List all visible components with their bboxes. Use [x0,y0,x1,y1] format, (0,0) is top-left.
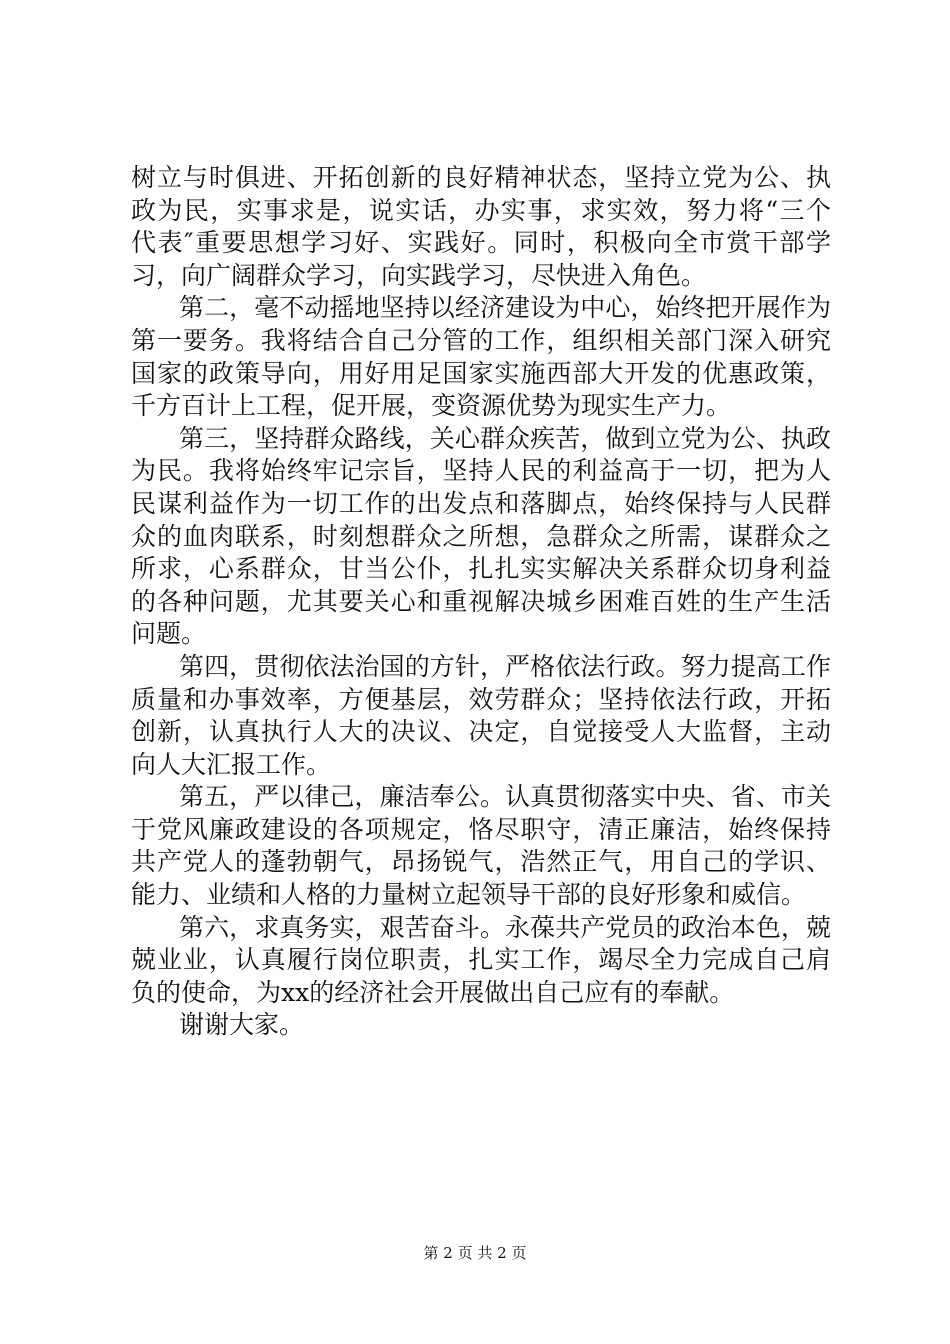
paragraph-fourth [131,651,831,781]
document-body [131,162,831,1042]
text-line: 习，向广阔群众学习，向实践学习，尽快进入角色。 [131,260,707,290]
paragraph-second [131,292,831,422]
paragraph-third [131,423,831,651]
paragraph-sixth [131,912,831,1010]
text-line: 千方百计上工程，促开展，变资源优势为现实生产力。 [131,391,732,421]
text-line: 负的使命，为xx的经济社会开展做出自己应有的奉献。 [131,977,735,1007]
text-line: 问题。 [131,619,207,649]
text-line: 第六，求真务实，艰苦奋斗。永葆共产党员的政治本色，兢 [179,912,831,942]
text-line: 共产党人的蓬勃朝气，昂扬锐气，浩然正气，用自己的学识、 [131,847,831,877]
text-line: 向人大汇报工作。 [131,749,332,779]
text-line: 谢谢大家。 [179,1010,305,1040]
text-line: 众的血肉联系，时刻想群众之所想，急群众之所需，谋群众之 [131,521,831,551]
text-line: 所求，心系群众，甘当公仆，扎扎实实解决关系群众切身利益 [131,554,831,584]
text-line: 第五，严以律己，廉洁奉公。认真贯彻落实中央、省、市关 [179,782,831,812]
text-line: 第一要务。我将结合自己分管的工作，组织相关部门深入研究 [131,325,831,355]
text-line: 代表″重要思想学习好、实践好。同时，积极向全市赏干部学 [131,228,831,258]
text-line: 国家的政策导向，用好用足国家实施西部大开发的优惠政策， [131,358,831,388]
paragraph-closing [131,1009,831,1042]
text-line: 于党风廉政建设的各项规定，恪尽职守，清正廉洁，始终保持 [131,814,831,844]
text-line: 政为民，实事求是，说实话，办实事，求实效，努力将“三个 [131,195,831,225]
text-line: 质量和办事效率，方便基层，效劳群众；坚持依法行政，开拓 [131,684,831,714]
text-line: 创新，认真执行人大的决议、决定，自觉接受人大监督，主动 [131,717,831,747]
text-line: 第三，坚持群众路线，关心群众疾苦，做到立党为公、执政 [179,423,831,453]
page-number: 第 2 页 共 2 页 [423,1244,527,1262]
text-line: 树立与时俱进、开拓创新的良好精神状态，坚持立党为公、执 [131,163,831,192]
text-line: 第二，毫不动摇地坚持以经济建设为中心，始终把开展作为 [179,293,831,323]
text-line: 的各种问题，尤其要关心和重视解决城乡困难百姓的生产生活 [131,586,831,616]
text-line: 兢业业，认真履行岗位职责，扎实工作，竭尽全力完成自己肩 [131,945,831,975]
text-line: 为民。我将始终牢记宗旨，坚持人民的利益高于一切，把为人 [131,456,831,486]
text-line: 第四，贯彻依法治国的方针，严格依法行政。努力提高工作 [179,651,831,681]
paragraph-continued [131,162,831,292]
text-line: 能力、业绩和人格的力量树立起领导干部的良好形象和威信。 [131,880,807,910]
paragraph-fifth [131,781,831,911]
text-line: 民谋利益作为一切工作的出发点和落脚点，始终保持与人民群 [131,488,831,518]
